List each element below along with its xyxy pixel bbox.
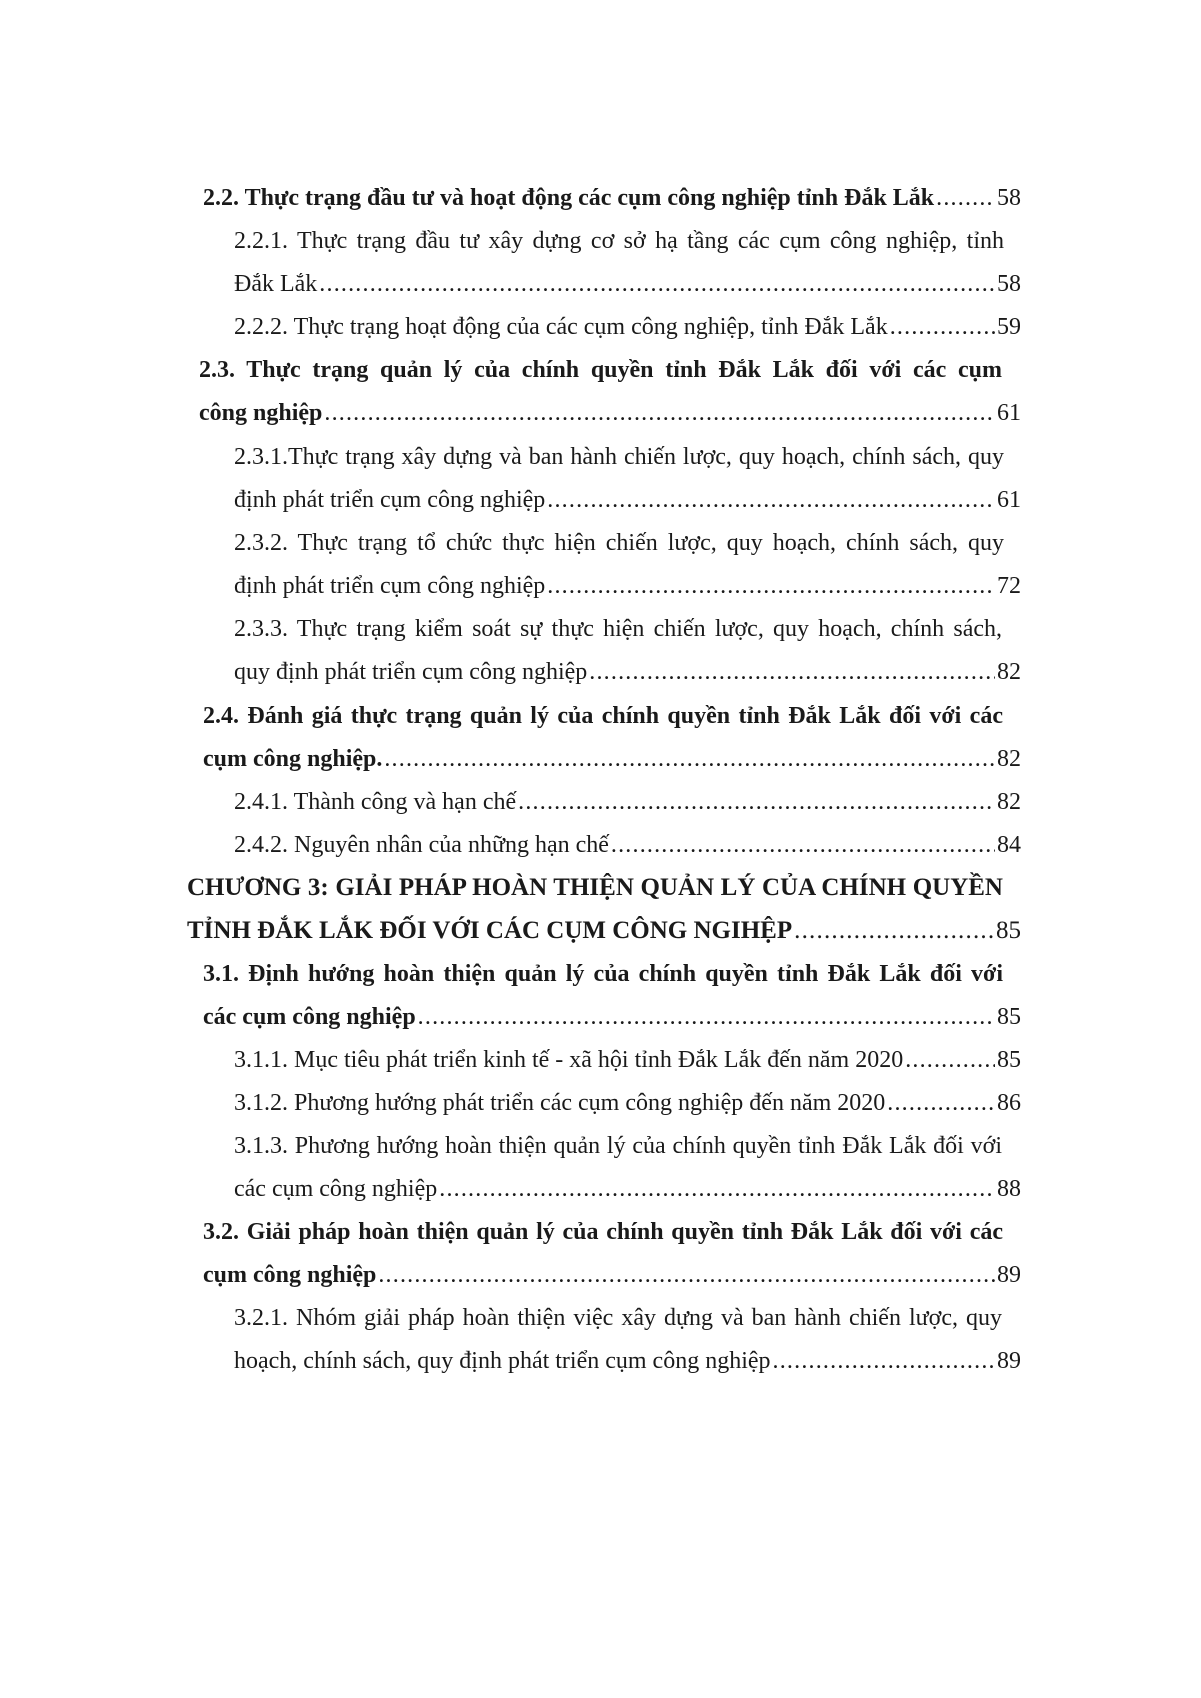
toc-entry-3-2-line2[interactable]: [203, 1255, 1021, 1295]
toc-page-number: 82: [997, 659, 1021, 685]
toc-entry-3-2-line1[interactable]: [203, 1212, 1003, 1252]
toc-entry-2-4-2[interactable]: [234, 825, 1021, 865]
toc-page-number: 82: [997, 746, 1021, 772]
toc-entry-text: định phát triển cụm công nghiệp: [234, 573, 546, 599]
toc-leader-dots: [611, 825, 995, 865]
toc-entry-text: quy định phát triển cụm công nghiệp: [234, 659, 588, 685]
toc-entry-2-4-1[interactable]: [234, 782, 1021, 822]
toc-entry-text: 3.1. Định hướng hoàn thiện quản lý của chính quyền tỉnh Đắk Lắk đối với: [203, 961, 1003, 987]
toc-entry-3-1-1[interactable]: [234, 1040, 1021, 1080]
toc-entry-text: 2.3.2. Thực trạng tổ chức thực hiện chiến lược, quy hoạch, chính sách, quy: [234, 530, 1004, 556]
toc-page-number: 58: [997, 271, 1021, 297]
toc-entry-2-2[interactable]: [203, 178, 1021, 218]
toc-entry-3-2-1-line2[interactable]: [234, 1341, 1021, 1381]
toc-leader-dots: [794, 911, 994, 951]
toc-page-number: 85: [997, 1004, 1021, 1030]
toc-entry-text: 2.3.3. Thực trạng kiểm soát sự thực hiện chiến lược, quy hoạch, chính sách,: [234, 616, 1002, 642]
toc-leader-dots: [378, 1255, 995, 1295]
toc-leader-dots: [518, 782, 995, 822]
toc-entry-text: 3.1.1. Mục tiêu phát triển kinh tế - xã hội tỉnh Đắk Lắk đến năm 2020: [234, 1047, 904, 1073]
toc-chapter-3-line1[interactable]: [187, 868, 1003, 908]
toc-entry-text: 2.4.1. Thành công và hạn chế: [234, 789, 517, 815]
toc-leader-dots: [547, 566, 995, 606]
toc-entry-2-2-1-line2[interactable]: [234, 264, 1021, 304]
toc-entry-text: 2.3. Thực trạng quản lý của chính quyền tỉnh Đắk Lắk đối với các cụm: [199, 357, 1002, 383]
toc-page-number: 86: [997, 1090, 1021, 1116]
toc-entry-text: 3.1.2. Phương hướng phát triển các cụm công nghiệp đến năm 2020: [234, 1090, 886, 1116]
toc-leader-dots: [773, 1341, 995, 1381]
toc-entry-text: 3.2.1. Nhóm giải pháp hoàn thiện việc xây dựng và ban hành chiến lược, quy: [234, 1305, 1002, 1331]
toc-page-number: 85: [997, 1047, 1021, 1073]
toc-page-number: 61: [997, 400, 1021, 426]
toc-chapter-3-line2[interactable]: [187, 911, 1021, 951]
toc-entry-3-1-line1[interactable]: [203, 954, 1003, 994]
toc-entry-2-3-1-line2[interactable]: [234, 480, 1021, 520]
toc-page-number: 88: [997, 1176, 1021, 1202]
toc-leader-dots: [439, 1169, 995, 1209]
toc-page-number: 85: [996, 917, 1021, 944]
toc-page-number: 84: [997, 832, 1021, 858]
toc-entry-2-3-line1[interactable]: [199, 350, 1002, 390]
toc-entry-2-3-2-line1[interactable]: [234, 523, 1004, 563]
toc-leader-dots: [418, 997, 995, 1037]
toc-entry-text: 2.2.2. Thực trạng hoạt động của các cụm công nghiệp, tỉnh Đắk Lắk: [234, 314, 888, 340]
toc-entry-2-2-2[interactable]: [234, 307, 1021, 347]
toc-leader-dots: [936, 178, 995, 218]
toc-entry-text: Đắk Lắk: [234, 271, 318, 297]
toc-entry-2-3-1-line1[interactable]: [234, 437, 1004, 477]
toc-entry-text: định phát triển cụm công nghiệp: [234, 487, 546, 513]
toc-page-number: 72: [997, 573, 1021, 599]
toc-leader-dots: [887, 1083, 995, 1123]
toc-page-number: 61: [997, 487, 1021, 513]
toc-entry-text: 2.2. Thực trạng đầu tư và hoạt động các cụm công nghiệp tỉnh Đắk Lắk: [203, 185, 935, 211]
toc-entry-text: CHƯƠNG 3: GIẢI PHÁP HOÀN THIỆN QUẢN LÝ CỦA CHÍNH QUYỀN: [187, 874, 1003, 901]
toc-leader-dots: [319, 264, 995, 304]
toc-entry-text: 2.4. Đánh giá thực trạng quản lý của chính quyền tỉnh Đắk Lắk đối với các: [203, 703, 1003, 729]
toc-leader-dots: [890, 307, 995, 347]
toc-entry-text: cụm công nghiệp: [203, 1262, 377, 1288]
toc-entry-text: 2.2.1. Thực trạng đầu tư xây dựng cơ sở hạ tầng các cụm công nghiệp, tỉnh: [234, 228, 1004, 254]
toc-entry-2-2-1-line1[interactable]: [234, 221, 1004, 261]
toc-leader-dots: [324, 393, 995, 433]
toc-entry-text: công nghiệp: [199, 400, 323, 426]
toc-page-number: 89: [997, 1348, 1021, 1374]
toc-entry-text: các cụm công nghiệp: [203, 1004, 416, 1030]
toc-entry-text: 3.1.3. Phương hướng hoàn thiện quản lý của chính quyền tỉnh Đắk Lắk đối với: [234, 1133, 1002, 1159]
toc-entry-3-1-3-line1[interactable]: [234, 1126, 1002, 1166]
toc-leader-dots: [547, 480, 995, 520]
toc-entry-text: các cụm công nghiệp: [234, 1176, 438, 1202]
toc-entry-text: 2.3.1.Thực trạng xây dựng và ban hành chiến lược, quy hoạch, chính sách, quy: [234, 444, 1004, 470]
toc-page-number: 59: [997, 314, 1021, 340]
toc-entry-3-1-2[interactable]: [234, 1083, 1021, 1123]
toc-entry-2-4-line2[interactable]: [203, 739, 1021, 779]
toc-entry-text: TỈNH ĐẮK LẮK ĐỐI VỚI CÁC CỤM CÔNG NGIHỆP: [187, 917, 793, 944]
toc-leader-dots: [905, 1040, 995, 1080]
toc-entry-text: 2.4.2. Nguyên nhân của những hạn chế: [234, 832, 609, 858]
toc-entry-3-1-3-line2[interactable]: [234, 1169, 1021, 1209]
toc-entry-2-3-3-line1[interactable]: [234, 609, 1002, 649]
toc-entry-2-3-line2[interactable]: [199, 393, 1021, 433]
toc-entry-2-3-3-line2[interactable]: [234, 652, 1021, 692]
toc-page-number: 58: [997, 185, 1021, 211]
toc-leader-dots: [384, 739, 995, 779]
toc-entry-text: hoạch, chính sách, quy định phát triển cụm công nghiệp: [234, 1348, 771, 1374]
toc-entry-3-2-1-line1[interactable]: [234, 1298, 1002, 1338]
toc-page-number: 89: [997, 1262, 1021, 1288]
toc-page-number: 82: [997, 789, 1021, 815]
toc-entry-2-4-line1[interactable]: [203, 696, 1003, 736]
toc-leader-dots: [589, 652, 995, 692]
toc-entry-text: cụm công nghiệp.: [203, 746, 383, 772]
toc-entry-3-1-line2[interactable]: [203, 997, 1021, 1037]
toc-entry-2-3-2-line2[interactable]: [234, 566, 1021, 606]
toc-entry-text: 3.2. Giải pháp hoàn thiện quản lý của chính quyền tỉnh Đắk Lắk đối với các: [203, 1219, 1003, 1245]
